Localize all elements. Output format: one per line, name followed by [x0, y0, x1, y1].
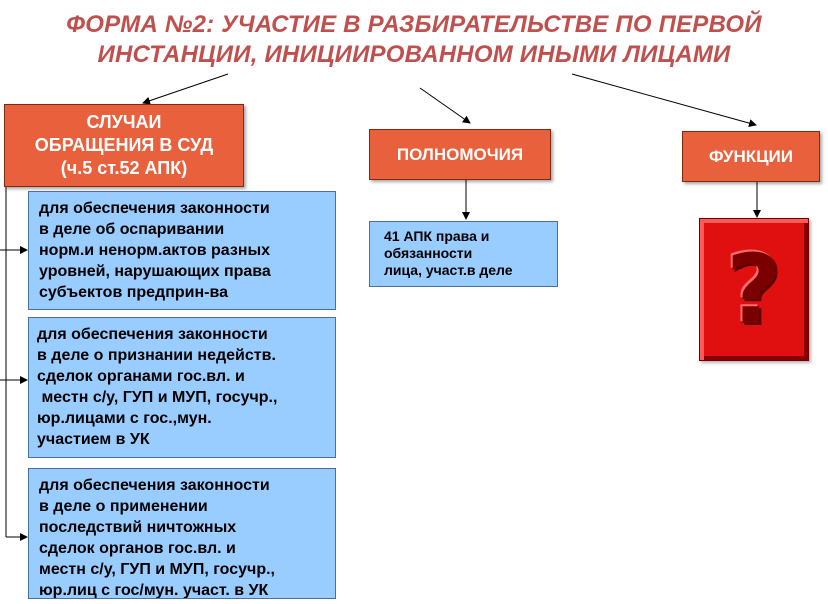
- case-1-line: в деле об оспаривании: [39, 221, 225, 238]
- case-2-line: сделок органами гос.вл. и: [37, 368, 245, 385]
- case-2-line: для обеспечения законности: [37, 326, 268, 343]
- functions-box: [699, 218, 809, 361]
- case-3-line: для обеспечения законности: [39, 477, 270, 494]
- question-mark-icon: ?: [726, 233, 782, 346]
- arrow-title-to-functions: [572, 74, 756, 125]
- title-line-2: ИНСТАНЦИИ, ИНИЦИИРОВАННОМ ИНЫМИ ЛИЦАМИ: [97, 41, 731, 68]
- case-2-line: участием в УК: [37, 431, 150, 448]
- case-1-line: для обеспечения законности: [39, 200, 270, 217]
- powers-box-line: обязанности: [384, 245, 473, 261]
- case-1-line: уровней, нарушающих права: [39, 263, 271, 280]
- powers-header: ПОЛНОМОЧИЯ: [369, 129, 551, 180]
- case-3-line: последствий ничтожных: [39, 519, 237, 536]
- powers-box-line: 41 АПК права и: [384, 228, 490, 244]
- title-line-1: ФОРМА №2: УЧАСТИЕ В РАЗБИРАТЕЛЬСТВЕ ПО ПЕРВОЙ: [66, 11, 762, 38]
- case-1-line: субъектов предприн-ва: [39, 284, 228, 301]
- powers-box: [369, 221, 558, 287]
- case-2-line: юр.лицами с гос.,мун.: [37, 410, 212, 427]
- case-1-line: норм.и ненорм.актов разных: [39, 242, 271, 259]
- arrow-title-to-cases: [143, 74, 228, 103]
- arrow-title-to-powers: [420, 88, 470, 123]
- case-3-line: местн с/у, ГУП и МУП, госучр.,: [39, 561, 275, 578]
- powers-box-line: лица, участ.в деле: [384, 262, 513, 278]
- case-box-2: [28, 317, 336, 458]
- case-3-line: сделок органов гос.вл. и: [39, 540, 236, 557]
- cases-header-line-2: ОБРАЩЕНИЯ В СУД: [34, 135, 214, 155]
- page-title: [0, 10, 828, 70]
- functions-header: ФУНКЦИИ: [682, 131, 820, 182]
- case-3-line: в деле о применении: [39, 498, 208, 515]
- case-3-line: юр.лиц с гос/мун. участ. в УК: [39, 582, 269, 599]
- case-2-line: местн с/у, ГУП и МУП, госучр.,: [37, 389, 278, 406]
- case-2-line: в деле о признании недейств.: [37, 347, 276, 364]
- cases-header-line-3: (ч.5 ст.52 АПК): [60, 158, 188, 178]
- cases-header-line-1: СЛУЧАИ: [86, 112, 162, 132]
- cases-header: [4, 104, 244, 187]
- case-box-3: [28, 468, 336, 599]
- case-box-1: [28, 191, 336, 310]
